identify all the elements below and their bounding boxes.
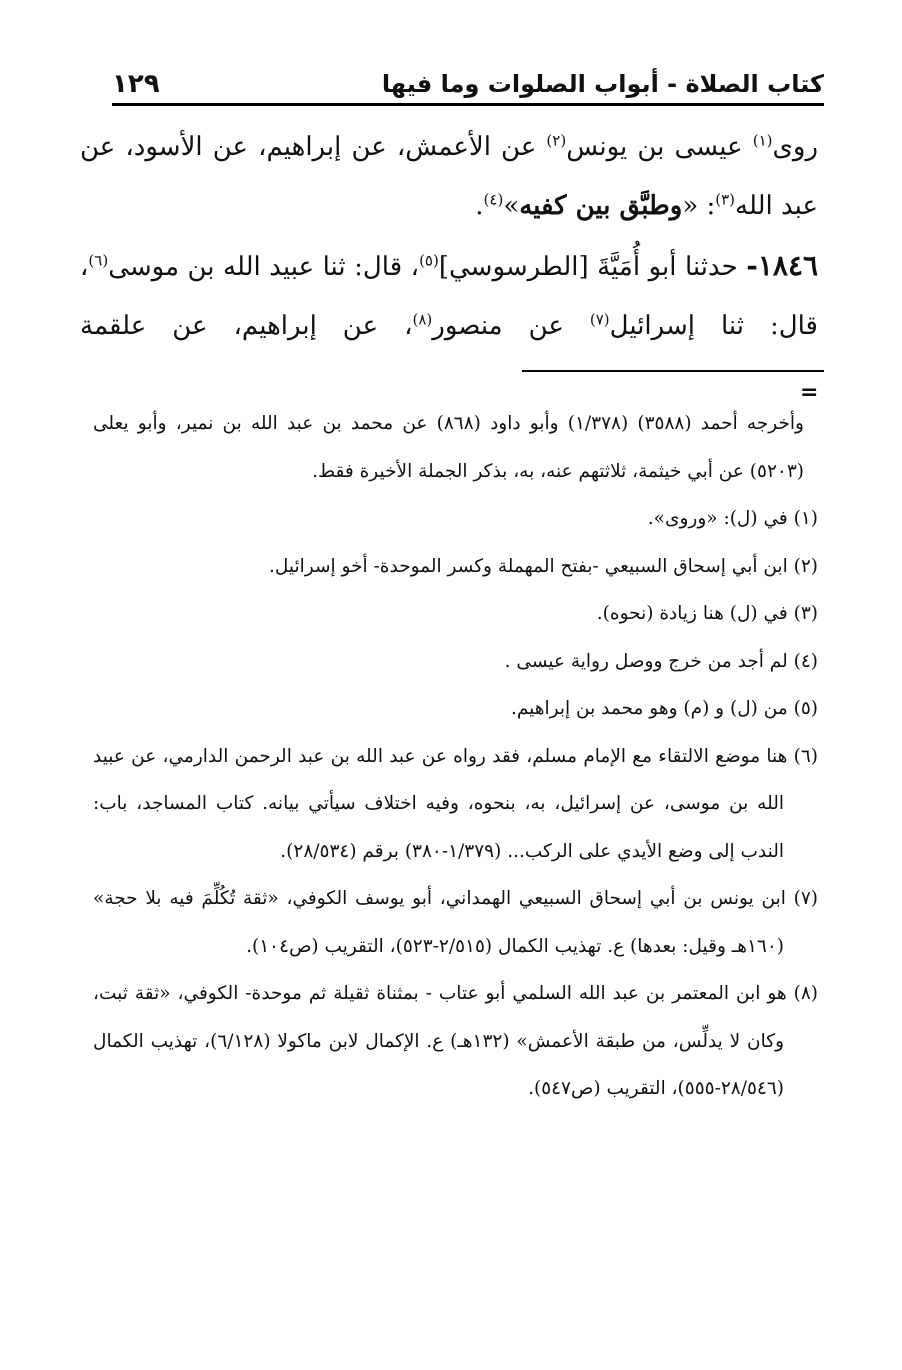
footnote-6: (٦) هنا موضع الالتقاء مع الإمام مسلم، فقد رواه عن عبد الله بن عبد الرحمن الدارمي، عن عبيد الله بن موسى، عن إسرائيل، به، بنحوه، وفيه اختلاف سيأتي بيانه. كتاب المساجد، باب: الندب إلى وضع الأيدي على الركب... (١/٣٧٩-٣٨٠) برقم (٢٨/٥٣٤).: [93, 745, 818, 862]
paragraph-hadith: ١٨٤٦- حدثنا أبو أُمَيَّةَ [الطرسوسي]$^{(٥)}$، قال: ثنا عبيد الله بن موسى$^{(٦)}$، قال: ثنا إسرائيل$^{(٧)}$ عن منصور$^{(٨)}$، عن إبراهيم، عن علقمة: [80, 249, 819, 341]
main-text: [80, 118, 818, 356]
footnotes: [93, 400, 818, 1113]
footnote-ref: (٣): [715, 190, 736, 209]
footnote-8: (٨) هو ابن المعتمر بن عبد الله السلمي أبو عتاب - بمثناة ثقيلة ثم موحدة- الكوفي، «ثقة ثبت، وكان لا يدلِّس، من طبقة الأعمش» (١٣٢هـ) ع. الإكمال لابن ماكولا (٦/١٢٨)، تهذيب الكمال (٢٨/٥٤٦-٥٥٥)، التقريب (ص٥٤٧).: [93, 983, 818, 1099]
footnote-separator: [522, 370, 824, 372]
footnote-ref: (٤): [483, 190, 504, 209]
footnote-3: (٣) في (ل) هنا زيادة (نحوه).: [596, 603, 818, 624]
page-number: ١٢٩: [112, 69, 160, 99]
footnote-ref: (٨): [412, 310, 433, 329]
quoted-text: وطبَّق بين كفيه: [519, 191, 683, 221]
header-rule: [112, 103, 824, 106]
footnote-ref: (٧): [589, 310, 610, 329]
hadith-number: ١٨٤٦-: [746, 249, 819, 282]
footnote-7: (٧) ابن يونس بن أبي إسحاق السبيعي الهمداني، أبو يوسف الكوفي، «ثقة تُكُلِّمَ فيه بلا حجة» (١٦٠هـ وقيل: بعدها) ع. تهذيب الكمال (٢/٥١٥-٥٢٣)، التقريب (ص١٠٤).: [93, 888, 818, 957]
footnote-2: (٢) ابن أبي إسحاق السبيعي -بفتح المهملة وكسر الموحدة- أخو إسرائيل.: [269, 555, 818, 577]
footnote-1: (١) في (ل): «وروى».: [647, 508, 818, 529]
footnote-ref: (٢): [546, 131, 567, 150]
page-header: [112, 62, 824, 102]
footnote-4: (٤) لم أجد من خرج ووصل رواية عيسى .: [504, 650, 818, 672]
footnote-5: (٥) من (ل) و (م) وهو محمد بن إبراهيم.: [510, 698, 818, 719]
footnote-ref: (١): [752, 131, 773, 150]
footnote-ref: (٦): [88, 251, 109, 270]
footnote-continuation: وأخرجه أحمد (٣٥٨٨) (١/٣٧٨) وأبو داود (٨٦٨) عن محمد بن عبد الله بن نمير، وأبو يعلى (٥٢٠٣) عن أبي خيثمة، ثلاثتهم عنه، به، بذكر الجملة الأخيرة فقط.: [93, 413, 804, 482]
paragraph-narration: روى$^{(١)}$ عيسى بن يونس$^{(٢)}$ عن الأعمش، عن إبراهيم، عن الأسود، عن عبد الله$^{(٣)}$: «وطبَّق بين كفيه»$^{(٤)}$.: [80, 131, 818, 221]
continuation-mark: =: [800, 380, 819, 405]
running-title: كتاب الصلاة - أبواب الصلوات وما فيها: [381, 70, 824, 98]
footnote-ref: (٥): [419, 251, 439, 270]
